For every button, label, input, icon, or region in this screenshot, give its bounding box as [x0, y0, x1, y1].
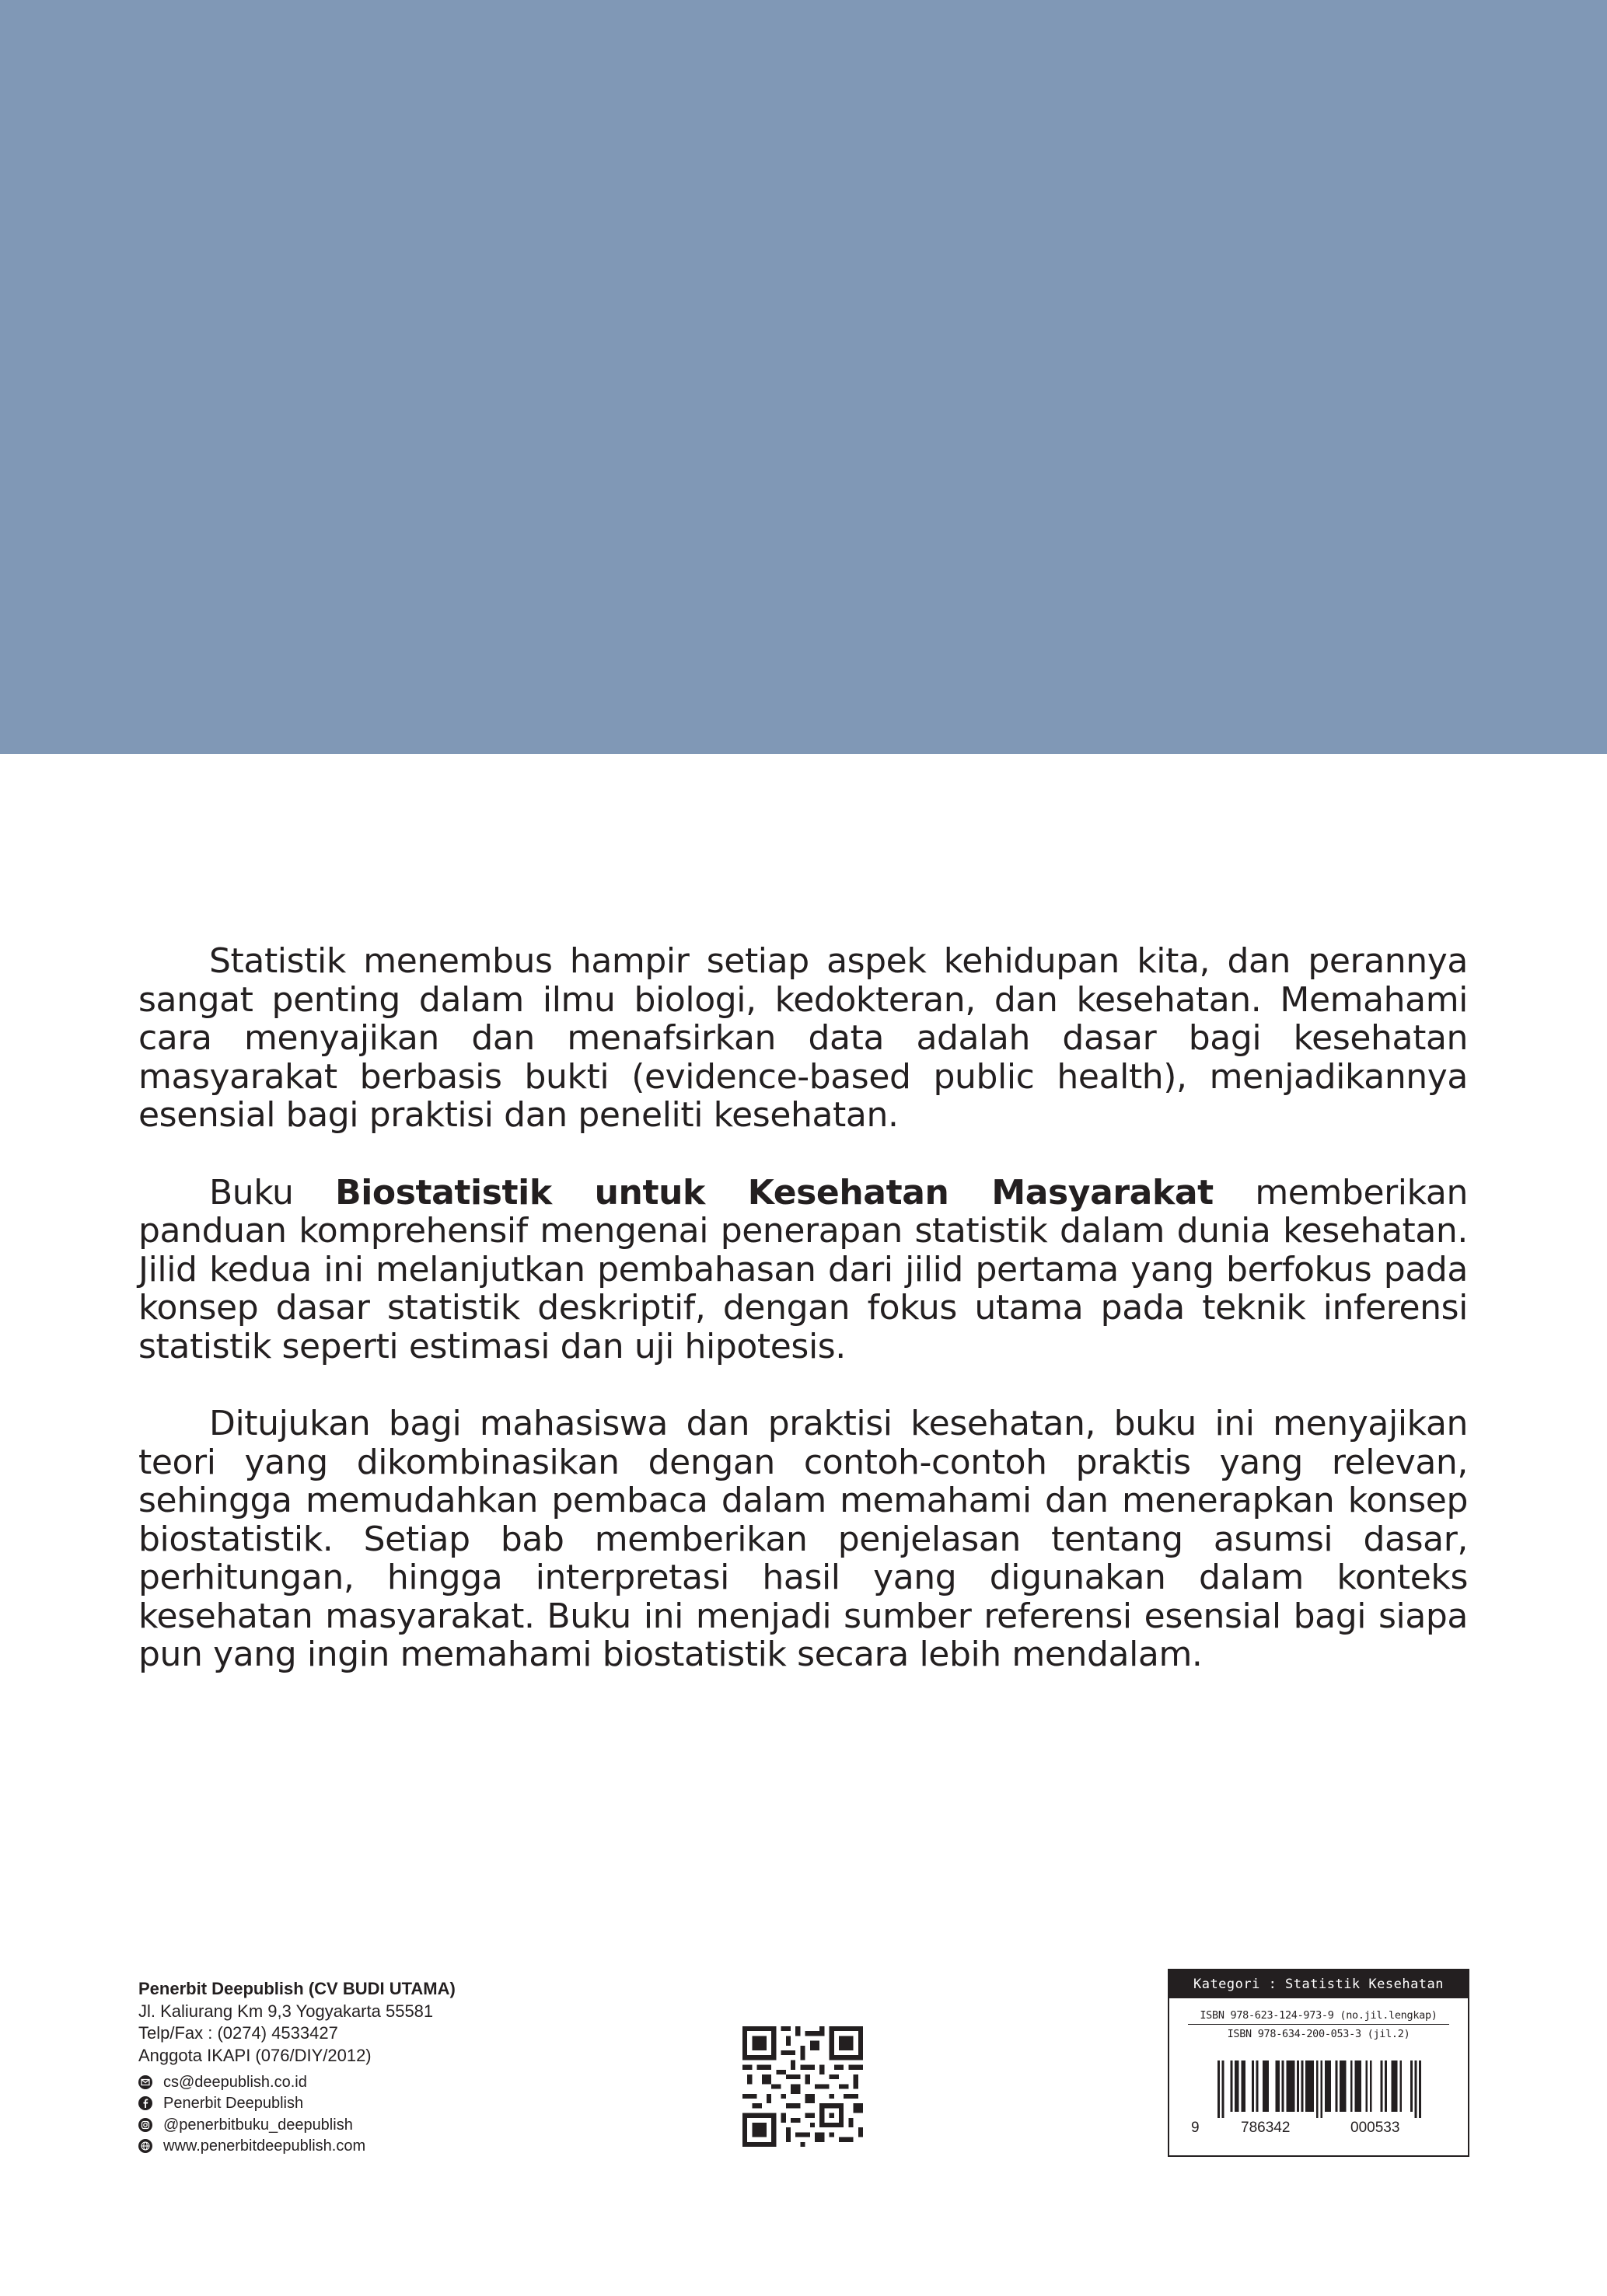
contact-email[interactable]	[138, 2071, 574, 2093]
barcode-bar	[1237, 2060, 1239, 2112]
barcode-digit-group-1: 786342	[1241, 2120, 1291, 2136]
contact-website[interactable]	[138, 2136, 574, 2158]
contact-website-text: www.penerbitdeepublish.com	[163, 2137, 366, 2155]
barcode-bar	[1327, 2060, 1329, 2112]
barcode-bar	[1381, 2060, 1383, 2112]
barcode-bar	[1252, 2060, 1254, 2112]
blurb-p2-rest: memberikan panduan komprehensif mengenai penerapan statistik dalam dunia kesehatan. Jilid kedua ini melanjutkan pembahasan dari jilid pertama yang berfokus pada konsep dasar statistik deskriptif, dengan fokus utama pada teknik inferensi statistik seperti estimasi dan uji hipotesis.	[138, 1172, 1468, 1366]
contact-instagram[interactable]	[138, 2114, 574, 2136]
barcode-bar	[1329, 2060, 1331, 2112]
back-cover-blurb	[138, 942, 1468, 1713]
barcode-bar	[1396, 2060, 1398, 2112]
globe-icon	[138, 2139, 152, 2153]
barcode-bar	[1310, 2060, 1312, 2112]
instagram-icon	[138, 2118, 152, 2132]
barcode-bars	[1217, 2060, 1421, 2118]
barcode-bar	[1370, 2060, 1372, 2112]
blurb-paragraph-2	[138, 1174, 1468, 1366]
barcode-bar	[1256, 2060, 1259, 2112]
contact-list	[138, 2071, 574, 2157]
barcode-bar	[1419, 2060, 1421, 2118]
publisher-name: Penerbit Deepublish (CV BUDI UTAMA)	[138, 1979, 456, 1998]
barcode-bar	[1336, 2060, 1338, 2112]
publisher-phone: Telp/Fax : (0274) 4533427	[138, 2023, 338, 2043]
barcode-bar	[1359, 2060, 1361, 2112]
barcode-bar	[1263, 2060, 1265, 2112]
barcode-bar	[1316, 2060, 1319, 2118]
barcode-bar	[1265, 2060, 1267, 2112]
barcode-bar	[1410, 2060, 1413, 2112]
isbn-volume: ISBN 978-634-200-053-3 (jil.2)	[1227, 2028, 1410, 2040]
email-icon	[138, 2075, 152, 2089]
barcode-bar	[1344, 2060, 1347, 2112]
barcode-bar	[1217, 2060, 1220, 2118]
barcode-digit-prefix: 9	[1191, 2120, 1200, 2136]
barcode-bar	[1291, 2060, 1293, 2112]
qr-code[interactable]	[742, 2026, 863, 2147]
barcode-bar	[1286, 2060, 1288, 2112]
contact-facebook-text: Penerbit Deepublish	[163, 2095, 304, 2112]
barcode-bar	[1222, 2060, 1224, 2118]
barcode-bar	[1301, 2060, 1304, 2112]
barcode-bar	[1277, 2060, 1280, 2112]
barcode-bar	[1355, 2060, 1357, 2112]
publisher-address: Jl. Kaliurang Km 9,3 Yogyakarta 55581	[138, 2001, 434, 2021]
barcode-bar	[1342, 2060, 1344, 2112]
barcode-bar	[1415, 2060, 1417, 2118]
contact-instagram-text: @penerbitbuku_deepublish	[163, 2116, 353, 2134]
barcode-bar	[1275, 2060, 1277, 2112]
barcode-bar	[1312, 2060, 1314, 2112]
isbn-divider	[1188, 2024, 1449, 2025]
barcode-bar	[1293, 2060, 1295, 2112]
category-label: Kategori : Statistik Kesehatan	[1169, 1970, 1468, 1998]
barcode-bar	[1297, 2060, 1299, 2112]
barcode-digit-group-2: 000533	[1350, 2120, 1400, 2136]
barcode-bar	[1241, 2060, 1243, 2112]
barcode-bar	[1235, 2060, 1237, 2112]
isbn-barcode-box	[1168, 1969, 1469, 2157]
barcode-bar	[1399, 2060, 1402, 2112]
publisher-info	[138, 1978, 574, 2157]
contact-facebook[interactable]	[138, 2093, 574, 2115]
barcode-bar	[1385, 2060, 1387, 2112]
barcode-bar	[1340, 2060, 1342, 2112]
barcode-bar	[1357, 2060, 1359, 2112]
barcode-bar	[1391, 2060, 1393, 2112]
barcode-bar	[1308, 2060, 1310, 2112]
cover-top-band	[0, 0, 1607, 754]
book-title: Biostatistik untuk Kesehatan Masyarakat	[335, 1172, 1214, 1213]
barcode-bar	[1350, 2060, 1353, 2112]
blurb-p2-lead: Buku	[209, 1172, 336, 1213]
barcode-bar	[1305, 2060, 1308, 2112]
barcode-bar	[1393, 2060, 1396, 2112]
barcode-bar	[1365, 2060, 1368, 2112]
barcode-bar	[1288, 2060, 1291, 2112]
barcode-digits	[1191, 2120, 1455, 2140]
barcode-bar	[1282, 2060, 1284, 2112]
barcode-bar	[1266, 2060, 1269, 2112]
barcode-bar	[1320, 2060, 1322, 2118]
publisher-member: Anggota IKAPI (076/DIY/2012)	[138, 2045, 372, 2065]
barcode-bar	[1243, 2060, 1245, 2112]
blurb-paragraph-1: Statistik menembus hampir setiap aspek kehidupan kita, dan perannya sangat penting dalam ilmu biologi, kedokteran, dan kesehatan. Memahami cara menyajikan dan menafsirkan data adalah dasar bagi kesehatan masyarakat berbasis bukti (evidence-based public health), menjadikannya esensial bagi praktisi dan peneliti kesehatan.	[138, 941, 1468, 1135]
barcode-bar	[1325, 2060, 1327, 2112]
blurb-paragraph-3: Ditujukan bagi mahasiswa dan praktisi kesehatan, buku ini menyajikan teori yang dikombinasikan dengan contoh-contoh praktis yang relevan, sehingga memudahkan pembaca dalam memahami dan menerapkan konsep biostatistik. Setiap bab memberikan penjelasan tentang asumsi dasar, perhitungan, hingga interpretasi hasil yang digunakan dalam konteks kesehatan masyarakat. Buku ini menjadi sumber referensi esensial bagi siapa pun yang ingin memahami biostatistik secara lebih mendalam.	[138, 1404, 1468, 1674]
contact-email-text: cs@deepublish.co.id	[163, 2073, 307, 2091]
barcode-bar	[1231, 2060, 1233, 2112]
facebook-icon	[138, 2096, 152, 2110]
isbn-set: ISBN 978-623-124-973-9 (no.jil.lengkap)	[1200, 2009, 1438, 2022]
